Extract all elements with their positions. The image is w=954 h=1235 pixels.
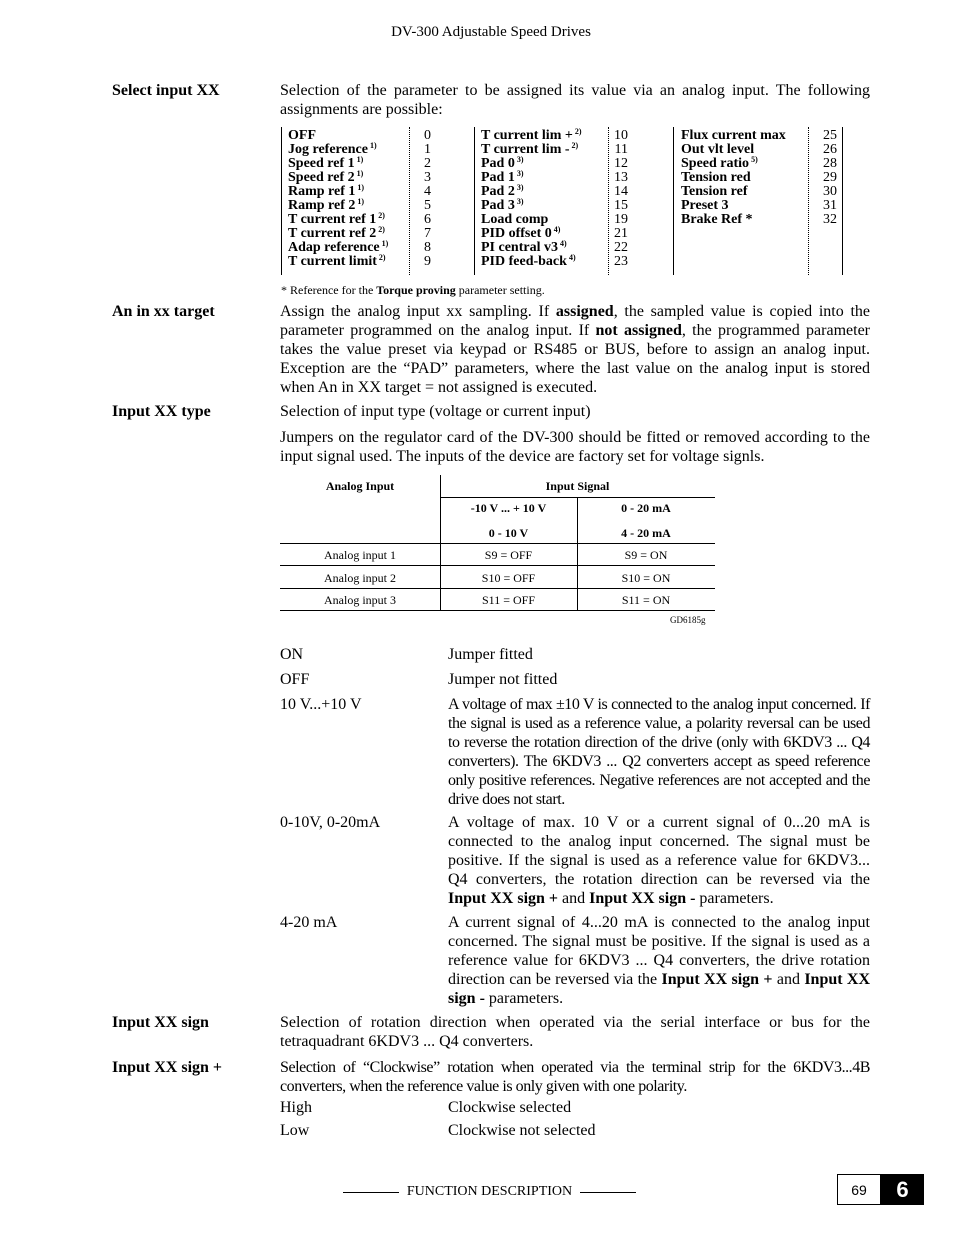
assignment-code: 28 (823, 156, 837, 171)
assignment-name-text: Jog reference (288, 142, 368, 157)
assignment-footnote-ref: 1) (354, 155, 364, 164)
assignment-name-text: Speed ratio (681, 156, 750, 171)
figure-code: GD6185g (670, 615, 706, 625)
assignment-code: 11 (614, 142, 628, 157)
assignment-name (681, 199, 786, 213)
assignment-name (288, 241, 388, 255)
assignment-name-text: Adap reference (288, 240, 380, 255)
def-term-bipolar: 10 V...+10 V (280, 696, 362, 713)
def-term-high: High (280, 1099, 312, 1116)
label-select-input: Select input XX (112, 82, 220, 99)
assignment-name (288, 171, 388, 185)
assignment-footnote-ref: 1) (354, 169, 364, 178)
row1-current: S9 = ON (624, 548, 668, 562)
jumper-description: Jumpers on the regulator card of the DV-300 should be fitted or removed according to the input signal used. The inputs of the device are factory set for voltage signls. (280, 429, 870, 465)
assignment-name (681, 185, 786, 199)
assignment-name (481, 157, 582, 171)
assignment-name-text: Pad 1 (481, 170, 515, 185)
assignment-name (288, 157, 388, 171)
input-sign-plus-description: Selection of “Clockwise” rotation when operated via the terminal strip for the 6KDV3...4B converters, when the reference value is only given with one polarity. (280, 1059, 870, 1095)
assignment-name-text: T current ref 2 (288, 226, 377, 241)
assignment-name (481, 255, 582, 269)
assignment-name-text: Ramp ref 2 (288, 198, 356, 213)
def-desc-on: Jumper fitted (448, 646, 533, 663)
assignment-name (481, 199, 582, 213)
header-analog-input: Analog Input (325, 479, 395, 493)
assignment-footnote: * Reference for the Torque proving parameter setting. (281, 283, 545, 297)
assignment-code: 15 (614, 198, 628, 213)
assignment-name (288, 227, 388, 241)
assignment-code: 12 (614, 156, 628, 171)
row1-input: Analog input 1 (324, 548, 396, 562)
assignment-name-text: Ramp ref 1 (288, 184, 356, 199)
assignment-code: 1 (424, 142, 431, 157)
label-input-sign: Input XX sign (112, 1014, 209, 1031)
assignment-code: 30 (823, 184, 837, 199)
assignment-code: 29 (823, 170, 837, 185)
assignment-footnote-ref: 5) (749, 155, 758, 164)
subheader-voltage-unipolar: 0 - 10 V (488, 526, 529, 540)
row3-current: S11 = ON (621, 593, 671, 607)
assignment-footnote-ref: 1) (355, 183, 365, 192)
assignment-col-3-codes (815, 129, 837, 227)
row2-input: Analog input 2 (324, 571, 396, 585)
assignment-name-text: Pad 2 (481, 184, 515, 199)
assignment-footnote-ref: 3) (514, 183, 524, 192)
label-input-type: Input XX type (112, 403, 211, 420)
assignment-code: 3 (424, 170, 431, 185)
assignment-name-text: Tension ref (681, 184, 748, 199)
assignment-name-text: T current lim + (481, 128, 573, 143)
assignment-code: 5 (424, 198, 431, 213)
assignment-code: 13 (614, 170, 628, 185)
subheader-voltage-bipolar: -10 V ... + 10 V (470, 501, 547, 515)
assignment-code: 8 (424, 240, 431, 255)
assignment-name (288, 255, 388, 269)
assignment-code: 4 (424, 184, 431, 199)
assignment-name-text: Brake Ref * (681, 212, 753, 227)
assignment-name-text: Pad 3 (481, 198, 515, 213)
assignment-footnote-ref: 1) (367, 141, 377, 150)
input-type-description: Selection of input type (voltage or current input) (280, 403, 591, 420)
footer-section-title: FUNCTION DESCRIPTION (406, 1184, 573, 1199)
assignment-name-text: Load comp (481, 212, 549, 227)
assignment-name (288, 143, 388, 157)
subheader-current-4-20: 4 - 20 mA (621, 526, 671, 540)
assignment-footnote-ref: 2) (572, 127, 582, 136)
assignment-name (681, 157, 786, 171)
def-term-off: OFF (280, 671, 310, 688)
page-header: DV-300 Adjustable Speed Drives (391, 24, 591, 40)
def-term-low: Low (280, 1122, 310, 1139)
assignment-footnote-ref: 2) (376, 211, 385, 220)
assignment-name-text: Out vlt level (681, 142, 755, 157)
def-desc-bipolar: A voltage of max ±10 V is connected to the analog input concerned. If the signal is used as a reference value, a polarity reversal can be used to reverse the rotation direction of the drive (only with 6KDV3 ... Q4 converters). The 6KDV3 ... Q2 converters accept as speed reference only positive references. Negative references are not accepted and the drive does not start. (448, 696, 870, 808)
assignment-footnote-ref: 4) (566, 253, 576, 262)
def-term-unipolar: 0-10V, 0-20mA (280, 814, 381, 831)
row3-voltage: S11 = OFF (481, 593, 535, 607)
assignment-footnote-ref: 3) (514, 169, 524, 178)
assignment-name-text: Pad 0 (481, 156, 515, 171)
assignment-name (288, 213, 388, 227)
row1-voltage: S9 = OFF (484, 548, 533, 562)
assignment-code: 21 (614, 226, 628, 241)
assignment-name-text: T current ref 1 (288, 212, 377, 227)
def-desc-high: Clockwise selected (448, 1099, 572, 1116)
assignment-col-3-names (681, 129, 786, 227)
assignment-footnote-ref: 2) (376, 225, 385, 234)
assignment-name (481, 213, 582, 227)
assignment-col-2-codes (606, 129, 628, 269)
assignment-name (481, 143, 582, 157)
select-input-description: Selection of the parameter to be assigned its value via an analog input. The following assignments are possible: (280, 82, 870, 118)
assignment-code: 14 (614, 184, 628, 199)
assignment-name-text: PI central v3 (481, 240, 558, 255)
def-term-4-20ma: 4-20 mA (280, 914, 338, 931)
assignment-code: 0 (424, 128, 431, 143)
assignment-code: 19 (614, 212, 628, 227)
chapter-number: 6 (881, 1174, 924, 1205)
assignment-code: 7 (424, 226, 431, 241)
assignment-name-text: Tension red (681, 170, 751, 185)
assignment-code: 32 (823, 212, 837, 227)
label-an-in-target: An in xx target (112, 303, 215, 320)
assignment-code: 26 (823, 142, 837, 157)
assignment-name-text: PID feed-back (481, 254, 567, 269)
assignment-name (681, 171, 786, 185)
assignment-footnote-ref: 3) (514, 197, 524, 206)
assignment-code: 9 (424, 254, 431, 269)
assignment-name (288, 185, 388, 199)
def-desc-low: Clockwise not selected (448, 1122, 596, 1139)
assignment-name (481, 185, 582, 199)
assignment-code: 2 (424, 156, 431, 171)
assignment-footnote-ref: 4) (551, 225, 561, 234)
label-input-sign-plus: Input XX sign + (112, 1059, 223, 1076)
assignment-code: 6 (424, 212, 431, 227)
assignment-name (681, 143, 786, 157)
assignment-name (288, 199, 388, 213)
assignment-code: 25 (823, 128, 837, 143)
def-desc-off: Jumper not fitted (448, 671, 558, 688)
assignment-footnote-ref: 4) (557, 239, 567, 248)
assignment-col-2-names (481, 129, 582, 269)
assignment-code: 31 (823, 198, 837, 213)
assignment-name-text: T current limit (288, 254, 377, 269)
input-sign-description: Selection of rotation direction when operated via the serial interface or bus for the tetraquadrant 6KDV3 ... Q4 converters. (280, 1014, 870, 1050)
row3-input: Analog input 3 (324, 593, 396, 607)
def-term-on: ON (280, 646, 304, 663)
assignment-col-1-codes (409, 129, 431, 269)
assignment-name (681, 129, 786, 143)
assignment-footnote-ref: 2) (569, 141, 579, 150)
analog-input-table (280, 475, 716, 625)
assignment-code: 23 (614, 254, 628, 269)
assignment-footnote-ref: 1) (379, 239, 389, 248)
def-desc-4-20ma: A current signal of 4...20 mA is connected to the analog input concerned. The signal must be positive. If the signal is used as a reference value for 6KDV3 ... Q4 converters, the drive rotation direction can be reversed via the Input XX sign + and Input XX sign - parameters. (448, 914, 871, 1007)
row2-current: S10 = ON (621, 571, 671, 585)
assignment-name-text: OFF (288, 128, 316, 143)
assignment-name-text: PID offset 0 (481, 226, 552, 241)
assignment-code: 10 (614, 128, 628, 143)
assignment-code: 22 (614, 240, 628, 255)
assignment-name-text: Flux current max (681, 128, 786, 143)
def-desc-unipolar: A voltage of max. 10 V or a current signal of 0...20 mA is connected to the analog input concerned. The signal must be positive. If the signal is used as a reference value for 6KDV3... Q4 converters, the rotation direction can be reversed via the Input XX sign + and Input XX sign - parameters. (448, 814, 870, 907)
page-footer (343, 1184, 636, 1200)
header-input-signal: Input Signal (545, 479, 610, 493)
assignment-name (481, 171, 582, 185)
assignment-name-text: Speed ref 1 (288, 156, 355, 171)
assignment-table (281, 127, 843, 275)
subheader-current-0-20: 0 - 20 mA (621, 501, 671, 515)
row2-voltage: S10 = OFF (481, 571, 536, 585)
assignment-footnote-ref: 3) (514, 155, 524, 164)
an-in-target-description: Assign the analog input xx sampling. If assigned, the sampled value is copied into the parameter programmed on the analog input. If not assigned, the programmed parameter takes the value preset via keypad or RS485 or BUS, before to assign an analog input. Exception are the “PAD” parameters, where the last value on the analog input is stored when An in XX target = not assigned is executed. (280, 303, 870, 396)
assignment-name-text: T current lim - (481, 142, 570, 157)
assignment-footnote-ref: 1) (355, 197, 365, 206)
assignment-name (681, 213, 786, 227)
assignment-name (481, 129, 582, 143)
page-number: 69 (837, 1174, 881, 1205)
assignment-col-1-names (288, 129, 388, 269)
assignment-footnote-ref: 2) (376, 253, 386, 262)
assignment-name-text: Speed ref 2 (288, 170, 355, 185)
assignment-name-text: Preset 3 (681, 198, 729, 213)
